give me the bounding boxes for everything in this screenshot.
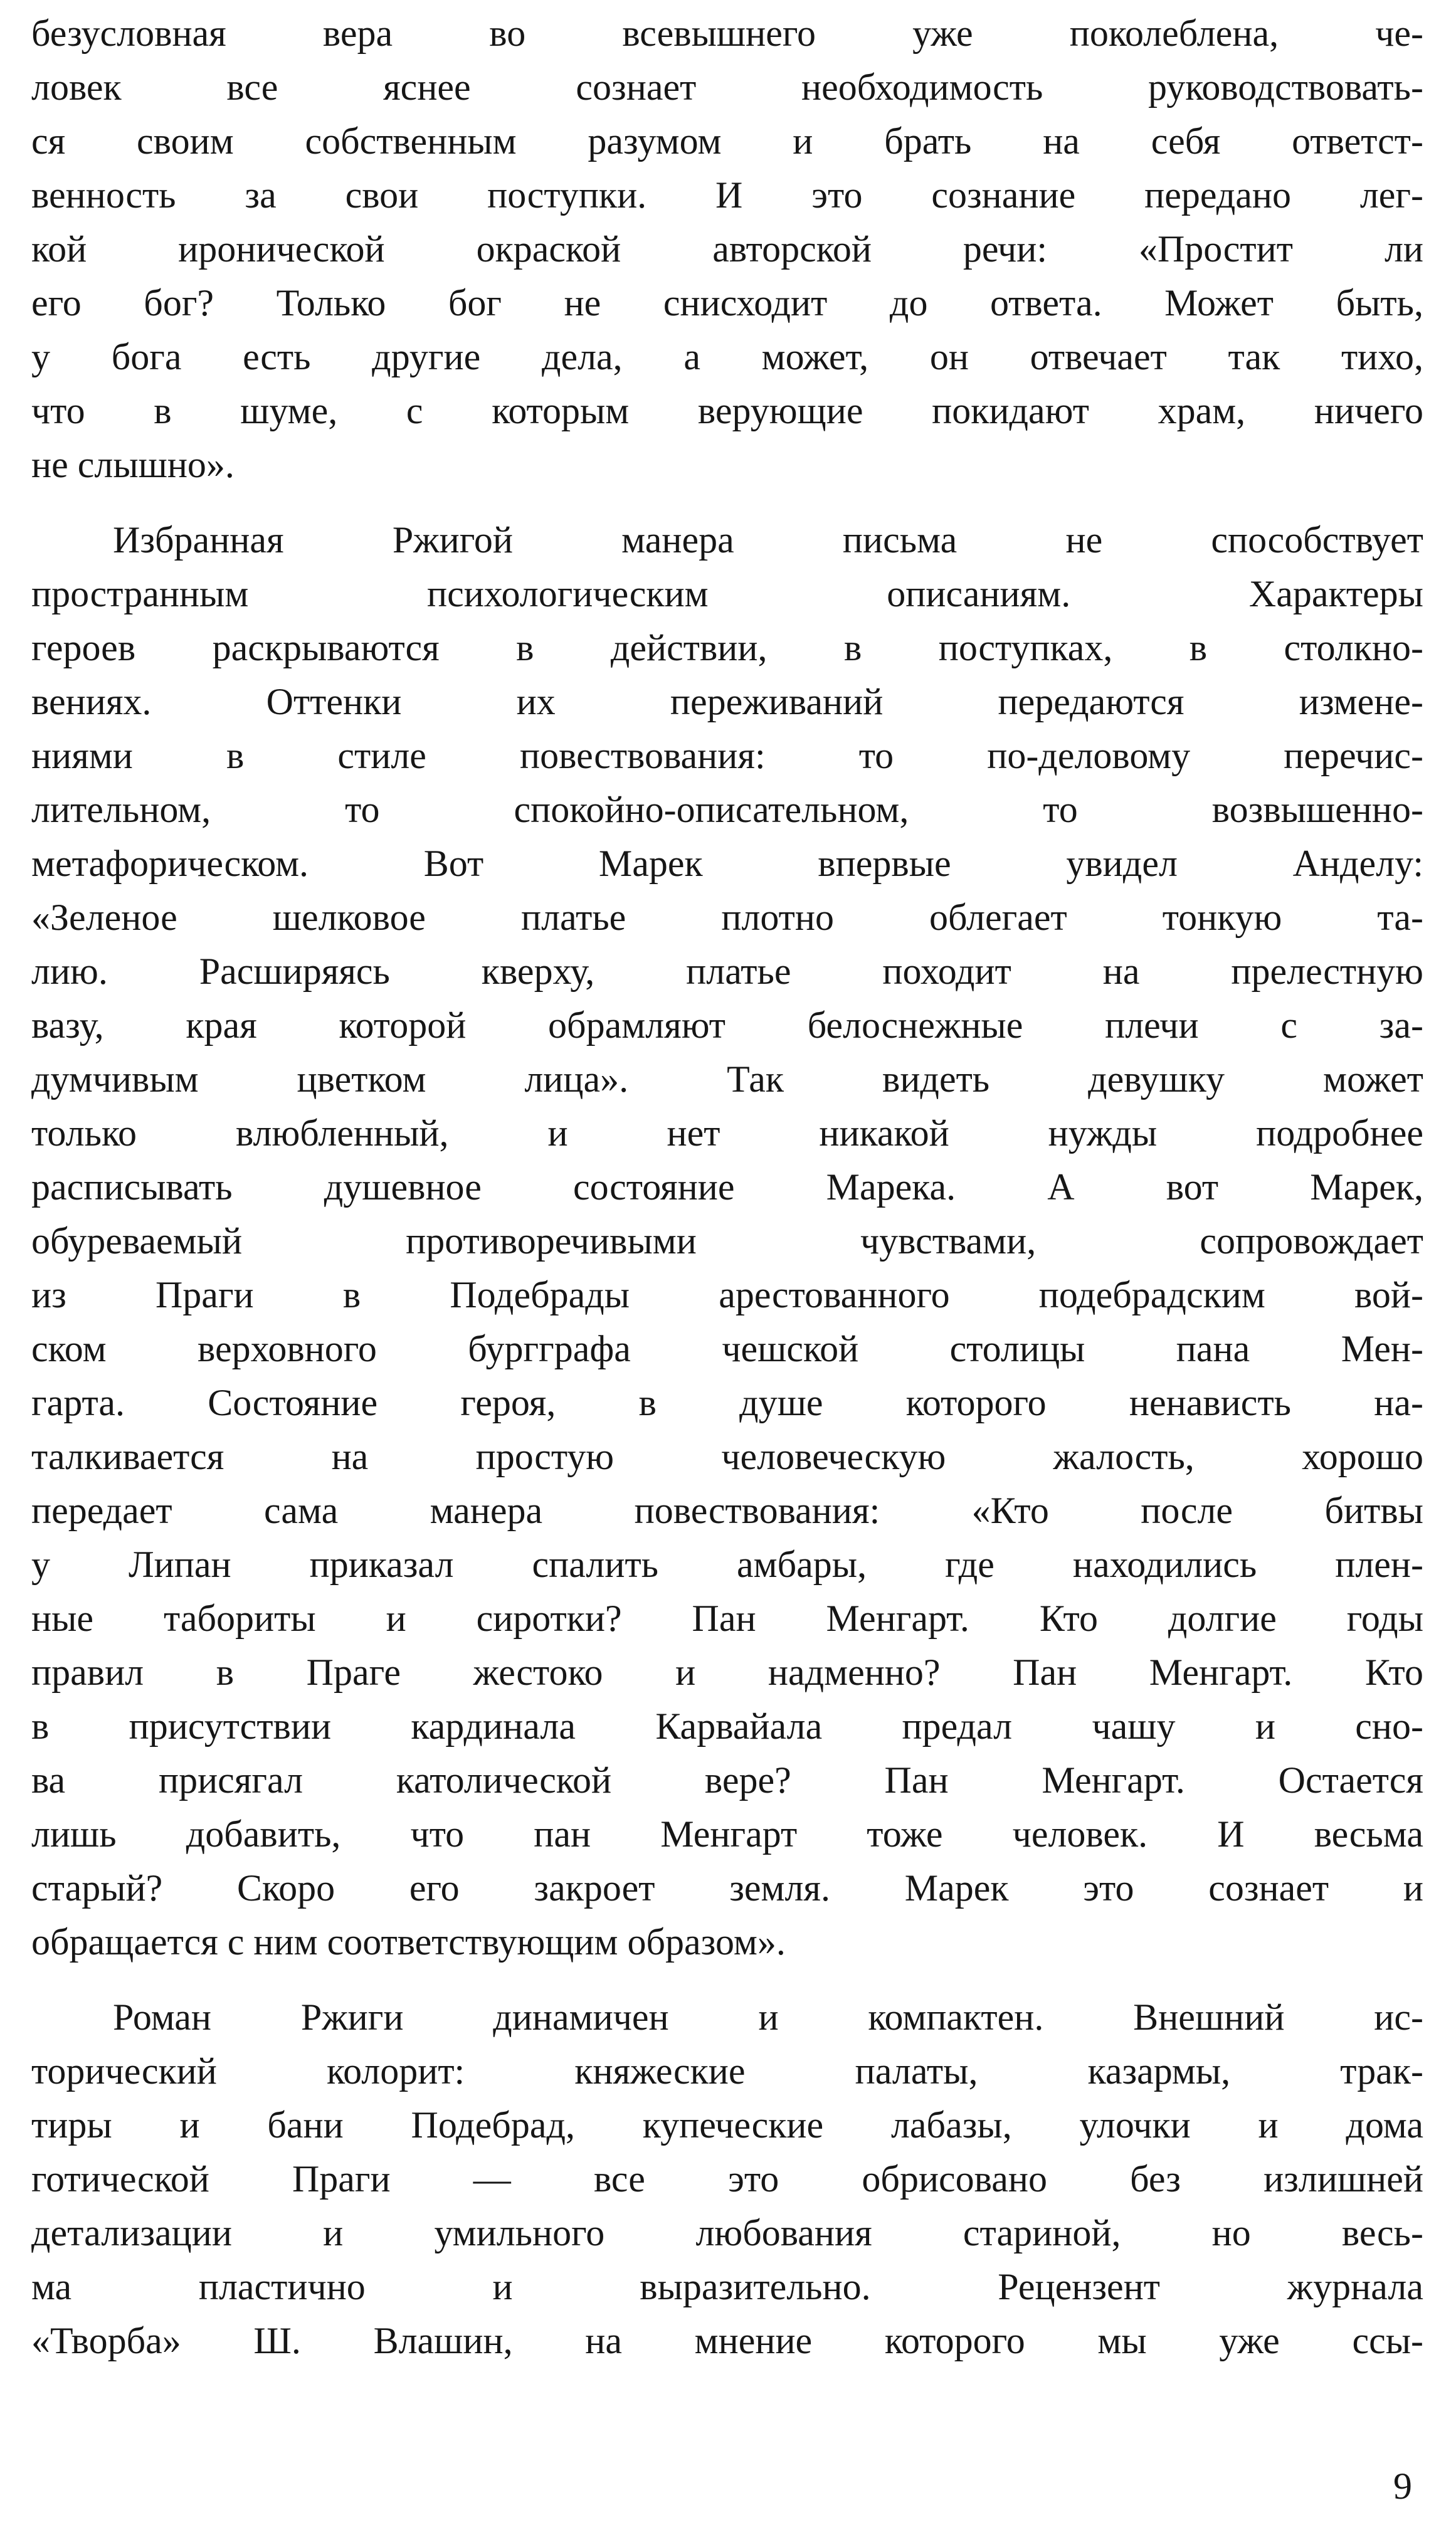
text-line: «Зеленое шелковое платье плотно облегает тонкую та- (31, 897, 1423, 938)
text-line: обращается с ним соответствующим образом». (31, 1921, 786, 1963)
text-line: лительном, то спокойно-описательном, то возвышенно- (31, 789, 1423, 830)
text-line: правил в Праге жестоко и надменно? Пан Менгарт. Кто (31, 1652, 1423, 1693)
text-line: из Праги в Подебрады арестованного подебрадским вой- (31, 1274, 1423, 1315)
text-line: вазу, края которой обрамляют белоснежные плечи с за- (31, 1004, 1423, 1046)
text-line: что в шуме, с которым верующие покидают храм, ничего (31, 390, 1423, 431)
text-line: героев раскрываются в действии, в поступках, в столкно- (31, 627, 1423, 668)
text-line: кой иронической окраской авторской речи: «Простит ли (31, 228, 1423, 270)
text-line: ниями в стиле повествования: то по-деловому перечис- (31, 735, 1423, 776)
text-line: «Творба» Ш. Влашин, на мнение которого мы уже ссы- (31, 2320, 1423, 2361)
paragraph (31, 1990, 1423, 2368)
text-line: талкивается на простую человеческую жалость, хорошо (31, 1436, 1423, 1477)
text-line: старый? Скоро его закроет земля. Марек это сознает и (31, 1867, 1423, 1909)
text-line: передает сама манера повествования: «Кто после битвы (31, 1490, 1423, 1531)
text-line: метафорическом. Вот Марек впервые увидел Анделу: (31, 843, 1423, 884)
text-line: пространным психологическим описаниям. Характеры (31, 573, 1423, 614)
text-line: гарта. Состояние героя, в душе которого ненависть на- (31, 1382, 1423, 1423)
text-line: не слышно». (31, 444, 235, 485)
text-line: его бог? Только бог не снисходит до ответа. Может быть, (31, 282, 1423, 324)
text-line: в присутствии кардинала Карвайала предал чашу и сно- (31, 1705, 1423, 1747)
text-line: ловек все яснее сознает необходимость руководствовать- (31, 66, 1423, 108)
text-line: безусловная вера во всевышнего уже поколеблена, че- (31, 13, 1423, 54)
text-line: только влюбленный, и нет никакой нужды подробнее (31, 1112, 1423, 1154)
paragraph-gap (31, 492, 1423, 513)
text-line: обуреваемый противоречивыми чувствами, сопровождает (31, 1220, 1423, 1262)
text-line: ском верховного бургграфа чешской столицы пана Мен- (31, 1328, 1423, 1369)
text-column (31, 6, 1423, 2368)
text-line: ма пластично и выразительно. Рецензент журнала (31, 2266, 1423, 2307)
text-line: Роман Ржиги динамичен и компактен. Внешний ис- (113, 1996, 1423, 2038)
text-line: детализации и умильного любования стариной, но весь- (31, 2212, 1423, 2254)
paragraph-gap (31, 1969, 1423, 1990)
paragraph (31, 513, 1423, 1969)
text-line: расписывать душевное состояние Марека. А вот Марек, (31, 1166, 1423, 1208)
text-line: Избранная Ржигой манера письма не способствует (113, 519, 1423, 561)
text-line: тиры и бани Подебрад, купеческие лабазы, улочки и дома (31, 2104, 1423, 2146)
text-line: лишь добавить, что пан Менгарт тоже человек. И весьма (31, 1813, 1423, 1855)
text-line: у Липан приказал спалить амбары, где находились плен- (31, 1544, 1423, 1585)
text-line: у бога есть другие дела, а может, он отвечает так тихо, (31, 336, 1423, 377)
text-line: ва присягал католической вере? Пан Менгарт. Остается (31, 1759, 1423, 1801)
paragraph (31, 6, 1423, 492)
text-line: лию. Расширяясь кверху, платье походит на прелестную (31, 951, 1423, 992)
page-number: 9 (1393, 2465, 1412, 2507)
text-line: думчивым цветком лица». Так видеть девушку может (31, 1058, 1423, 1100)
text-line: торический колорит: княжеские палаты, казармы, трак- (31, 2050, 1423, 2092)
text-line: готической Праги — все это обрисовано без излишней (31, 2158, 1423, 2200)
text-line: венность за свои поступки. И это сознание передано лег- (31, 174, 1423, 216)
text-line: ся своим собственным разумом и брать на себя ответст- (31, 120, 1423, 162)
text-line: ные табориты и сиротки? Пан Менгарт. Кто долгие годы (31, 1598, 1423, 1639)
text-line: вениях. Оттенки их переживаний передаются измене- (31, 681, 1423, 722)
